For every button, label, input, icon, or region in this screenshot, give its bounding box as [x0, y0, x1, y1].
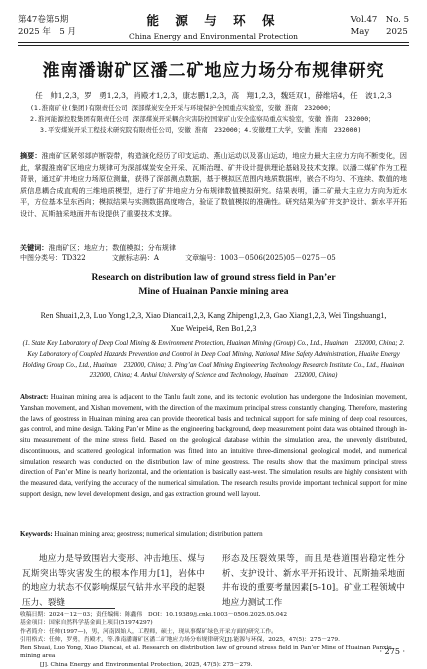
- abstract-cn: [20, 150, 407, 219]
- keywords-en: [20, 530, 407, 538]
- document-code: 文献标志码：A: [111, 254, 159, 262]
- affiliation-cn-2: 2.淮河能源控股集团有限责任公司 深部煤炭开采耦合灾害防控国家矿山安全监察局重点实验室，安徽 淮南 232000；: [30, 115, 375, 123]
- paper-title-en: [0, 271, 427, 299]
- paper-title-en-line1: Research on distribution law of ground stress field in Pan’er: [91, 273, 336, 283]
- author-list-cn: 任 帅1,2,3，罗 勇1,2,3，肖殿才1,2,3，康志鹏1,2,3，高 翔1,2,3，魏廷双1，薛维培4，任 波1,2,3: [35, 91, 392, 100]
- footnote-author-bio: 作者简介：任帅(1997—)，男，河南固始人，工程师，硕士，现从事煤矿绿色开采方面的研究工作。: [20, 628, 277, 635]
- author-list-en-line1: Ren Shuai1,2,3, Luo Yong1,2,3, Xiao Diancai1,2,3, Kang Zhipeng1,2,3, Gao Xiang1,2,3, Wei Tingshuang1,: [40, 311, 387, 320]
- footnote-citation-en-2: [J]. China Energy and Environmental Protection, 2025, 47(5): 275－279.: [40, 661, 253, 668]
- paper-title-cn: 淮南潘谢矿区潘二矿地应力场分布规律研究: [42, 61, 385, 81]
- class-number: 中图分类号：TD322: [20, 254, 86, 262]
- keywords-text-cn: 淮南矿区；地应力；数值模拟；分布规律: [48, 243, 177, 252]
- volume-no-en: Vol.47 No. 5: [350, 15, 409, 25]
- footnote-funding: 基金项目：国家自然科学基金面上项目(51974297): [20, 620, 153, 627]
- body-column-left: 地应力是导致围岩大变形、冲击地压、煤与瓦斯突出等灾害发生的根本作用力[1]，岩体中的地应力状态不仅影响煤层气钻井水平段的起裂压力、裂缝: [22, 554, 205, 608]
- footnote-received: 收稿日期：2024－12－03；责任编辑：陈鑫伟 DOI：10.19389/j.cnki.1003－0506.2025.05.042: [20, 612, 288, 618]
- keywords-label-cn: 关键词：: [20, 243, 49, 252]
- volume-issue-cn: 第47卷第5期: [18, 15, 69, 25]
- keywords-text-en: Huainan mining area; geostress; numerical simulation; distribution pattern: [54, 530, 263, 538]
- paper-title-en-line2: Mine of Huainan Panxie mining area: [138, 287, 289, 297]
- affiliations-en: (1. State Key Laboratory of Deep Coal Mining & Environment Protection, Huainan Mining (Group) Co., Ltd., Huainan 232000, China; 2. Key Laboratory of Coupled Hazards Prevention and Control in Deep Coal Mining, National Mine Safety Administration, Huaihe Energy Holding Group Co., Ltd., Huainan 232000, China; 3. Ping’an Coal Mining Engineering Technology Research Institute Co., Ltd., Huainan 232000, China; 4. Anhui University of Science and Technology, Huainan 232000, China): [22, 340, 412, 380]
- footnote-divider: [20, 608, 115, 609]
- keywords-cn: [20, 242, 407, 253]
- year-month-cn: 2025 年 5 月: [18, 27, 76, 37]
- journal-volume-issue-en: [351, 14, 409, 38]
- abstract-en: [20, 392, 407, 500]
- affiliation-cn-1: (1.淮南矿业(集团)有限责任公司 深部煤炭安全开采与环境保护全国重点实验室，安徽 淮南 232000；: [30, 104, 335, 112]
- journal-name-en: China Energy and Environmental Protection: [129, 32, 298, 41]
- author-list-en: [0, 309, 427, 335]
- abstract-text-en: Huainan mining area is adjacent to the Tanlu fault zone, and its tectonic evolution has undergone the Indosinian movement, Yanshan movement, and Xishan movement, with the direction of the maximum principal stress constantly changing. Therefore, mastering the laws of geostress in Huainan mining area can provide theoretical basis and technical support for safe mining of deep coal resources, gas control, and mine design. Taking Pan’er Mine as the engineering background, deep measurement point data was obtained through in-situ measurement of the mine stress field. Based on the geological database within the simulation area, the unevenly distributed, discontinuous, and scattered geological information was fitted into an intuitive three-dimensional geological model, and numerical simulation research was conducted on the distribution law of mine geostress. The results show that the maximum principal stress direction of Pan’er Mine is nearly horizontal, and the orientation is basically east-west. The simulation results are highly consistent with the measured data, verifying the accuracy of the numerical simulation. The research results provide important technical support for mine support design, new level development design, and gas extraction ground well layout.: [20, 393, 408, 498]
- body-column-right: 形态及压裂效果等，而且是巷道围岩稳定性分析、支护设计、新水平开拓设计、瓦斯抽采地面井布设的重要考量因素[5-10]。矿业工程领域中地应力测试工作: [222, 554, 405, 608]
- abstract-text-cn: 淮南矿区紧邻郯庐断裂带，构造演化经历了印支运动、燕山运动以及喜山运动，地应力最大主应力方向不断变化，因此，掌握淮南矿区地应力规律可为深部煤炭安全开采、瓦斯治理、矿井设计提供理论基础及技术支撑。以潘二煤矿作为工程背景，通过矿井地应力场原位测量，获得了深部测点数据，基于模拟区范围内地质数据库，嵌合不均匀、不连续、数值的地质信息耦合成直观的三维地质模型，进行了矿井地应力分布规律数值模拟研究。结果表明，潘二矿最大主应力方向为近水平，方位基本呈东西向；模拟结果与实测数据高度吻合，验证了数值模拟的准确性。研究结果为矿井支护设计、新水平开拓设计、瓦斯抽采地面井布设提供了重要技术支撑。: [20, 151, 408, 218]
- keywords-label-en: Keywords:: [20, 530, 53, 538]
- abstract-label-cn: 摘要：: [20, 151, 42, 160]
- classification-line: [20, 253, 407, 264]
- header-divider: [18, 42, 409, 46]
- footnote-citation-cn: 引用格式：任帅，罗勇，肖殿才，等.淮南潘谢矿区潘二矿地应力场分布规律研究[J].能源与环保，2025，47(5)：275－279.: [20, 636, 340, 643]
- abstract-label-en: Abstract:: [20, 393, 49, 401]
- journal-name-cn: 能 源 与 环 保: [146, 13, 281, 28]
- affiliation-cn-3: 3.平安煤炭开采工程技术研究院有限责任公司，安徽 淮南 232000；4.安徽理工大学，安徽 淮南 232000): [40, 126, 362, 134]
- footnotes: [20, 611, 407, 669]
- article-number: 文章编号：1003－0506(2025)05－0275－05: [185, 254, 336, 262]
- footnote-citation-en-1: Ren Shuai, Luo Yong, Xiao Diancai, et al. Research on distribution law of ground stress field in Pan’er Mine of Huainan Panxie mining area: [20, 645, 392, 660]
- page-number: · 275 ·: [379, 647, 405, 656]
- author-list-en-line2: Xue Weipei4, Ren Bo1,2,3: [170, 324, 257, 333]
- month-year-en: May 2025: [350, 27, 408, 37]
